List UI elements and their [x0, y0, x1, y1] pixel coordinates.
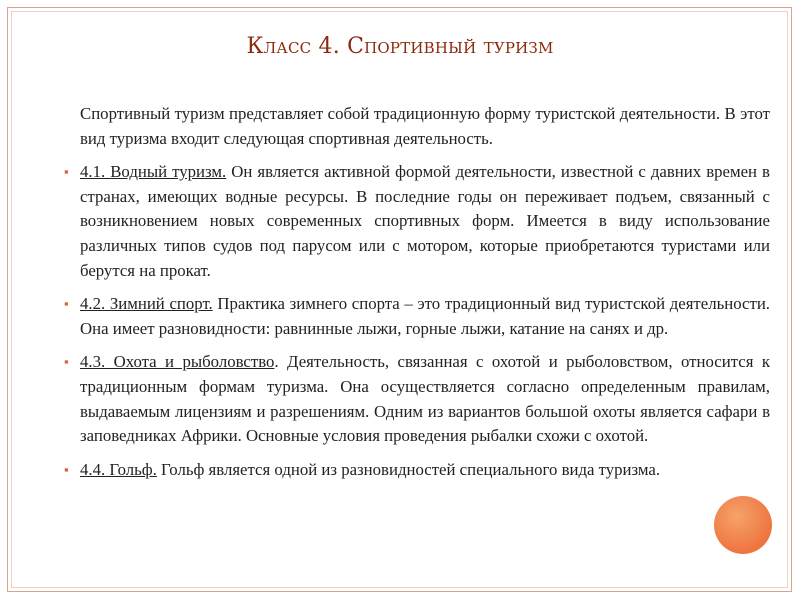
slide-title: Класс 4. Спортивный туризм: [246, 34, 554, 59]
item-text: Он является активной формой деятельности, известной с давних времен в странах, имеющих водные ресурсы. В последние годы он переживает подъем, связанный с возникновением новых современных спортивных форм. Имеется в виду использование различных типов судов под парусом или с мотором, которые приобретаются туристами или берутся на прокат.: [80, 162, 770, 280]
bullet-icon: ▪: [64, 164, 69, 180]
item-text: . Деятельность, связанная с охотой и рыболовством, относится к традиционным формам туризма. Она осуществляется согласно определенным правилам, выдаваемым лицензиям и разрешениям. Одним из вариантов большой охоты является сафари в заповедниках Африки. Основные условия проведения рыбалки схожи с охотой.: [80, 352, 770, 446]
bullet-icon: ▪: [64, 461, 69, 477]
item-text: Практика зимнего спорта – это традиционный вид туристской деятельности. Она имеет разновидности: равнинные лыжи, горные лыжи, катание на санях и др.: [80, 294, 770, 338]
list-item-water-tourism: [64, 160, 770, 283]
item-heading: 4.4. Гольф.: [80, 459, 157, 479]
item-heading: 4.2. Зимний спорт.: [80, 294, 213, 314]
list-item-hunting-fishing: [64, 350, 770, 448]
intro-paragraph: Спортивный туризм представляет собой традиционную форму туристской деятельности. В этот вид туризма входит следующая спортивная деятельность.: [80, 104, 770, 148]
bullet-icon: ▪: [64, 296, 69, 312]
item-text: Гольф является одной из разновидностей специального вида туризма.: [156, 459, 661, 479]
item-heading: 4.1. Водный туризм.: [80, 162, 227, 182]
bullet-icon: ▪: [64, 354, 69, 370]
list-item-golf: [64, 458, 770, 483]
slide-body: [64, 102, 770, 491]
decorative-orange-circle: [714, 496, 772, 554]
list-item-winter-sport: [64, 292, 770, 341]
item-heading: 4.3. Охота и рыболовство: [80, 352, 275, 372]
